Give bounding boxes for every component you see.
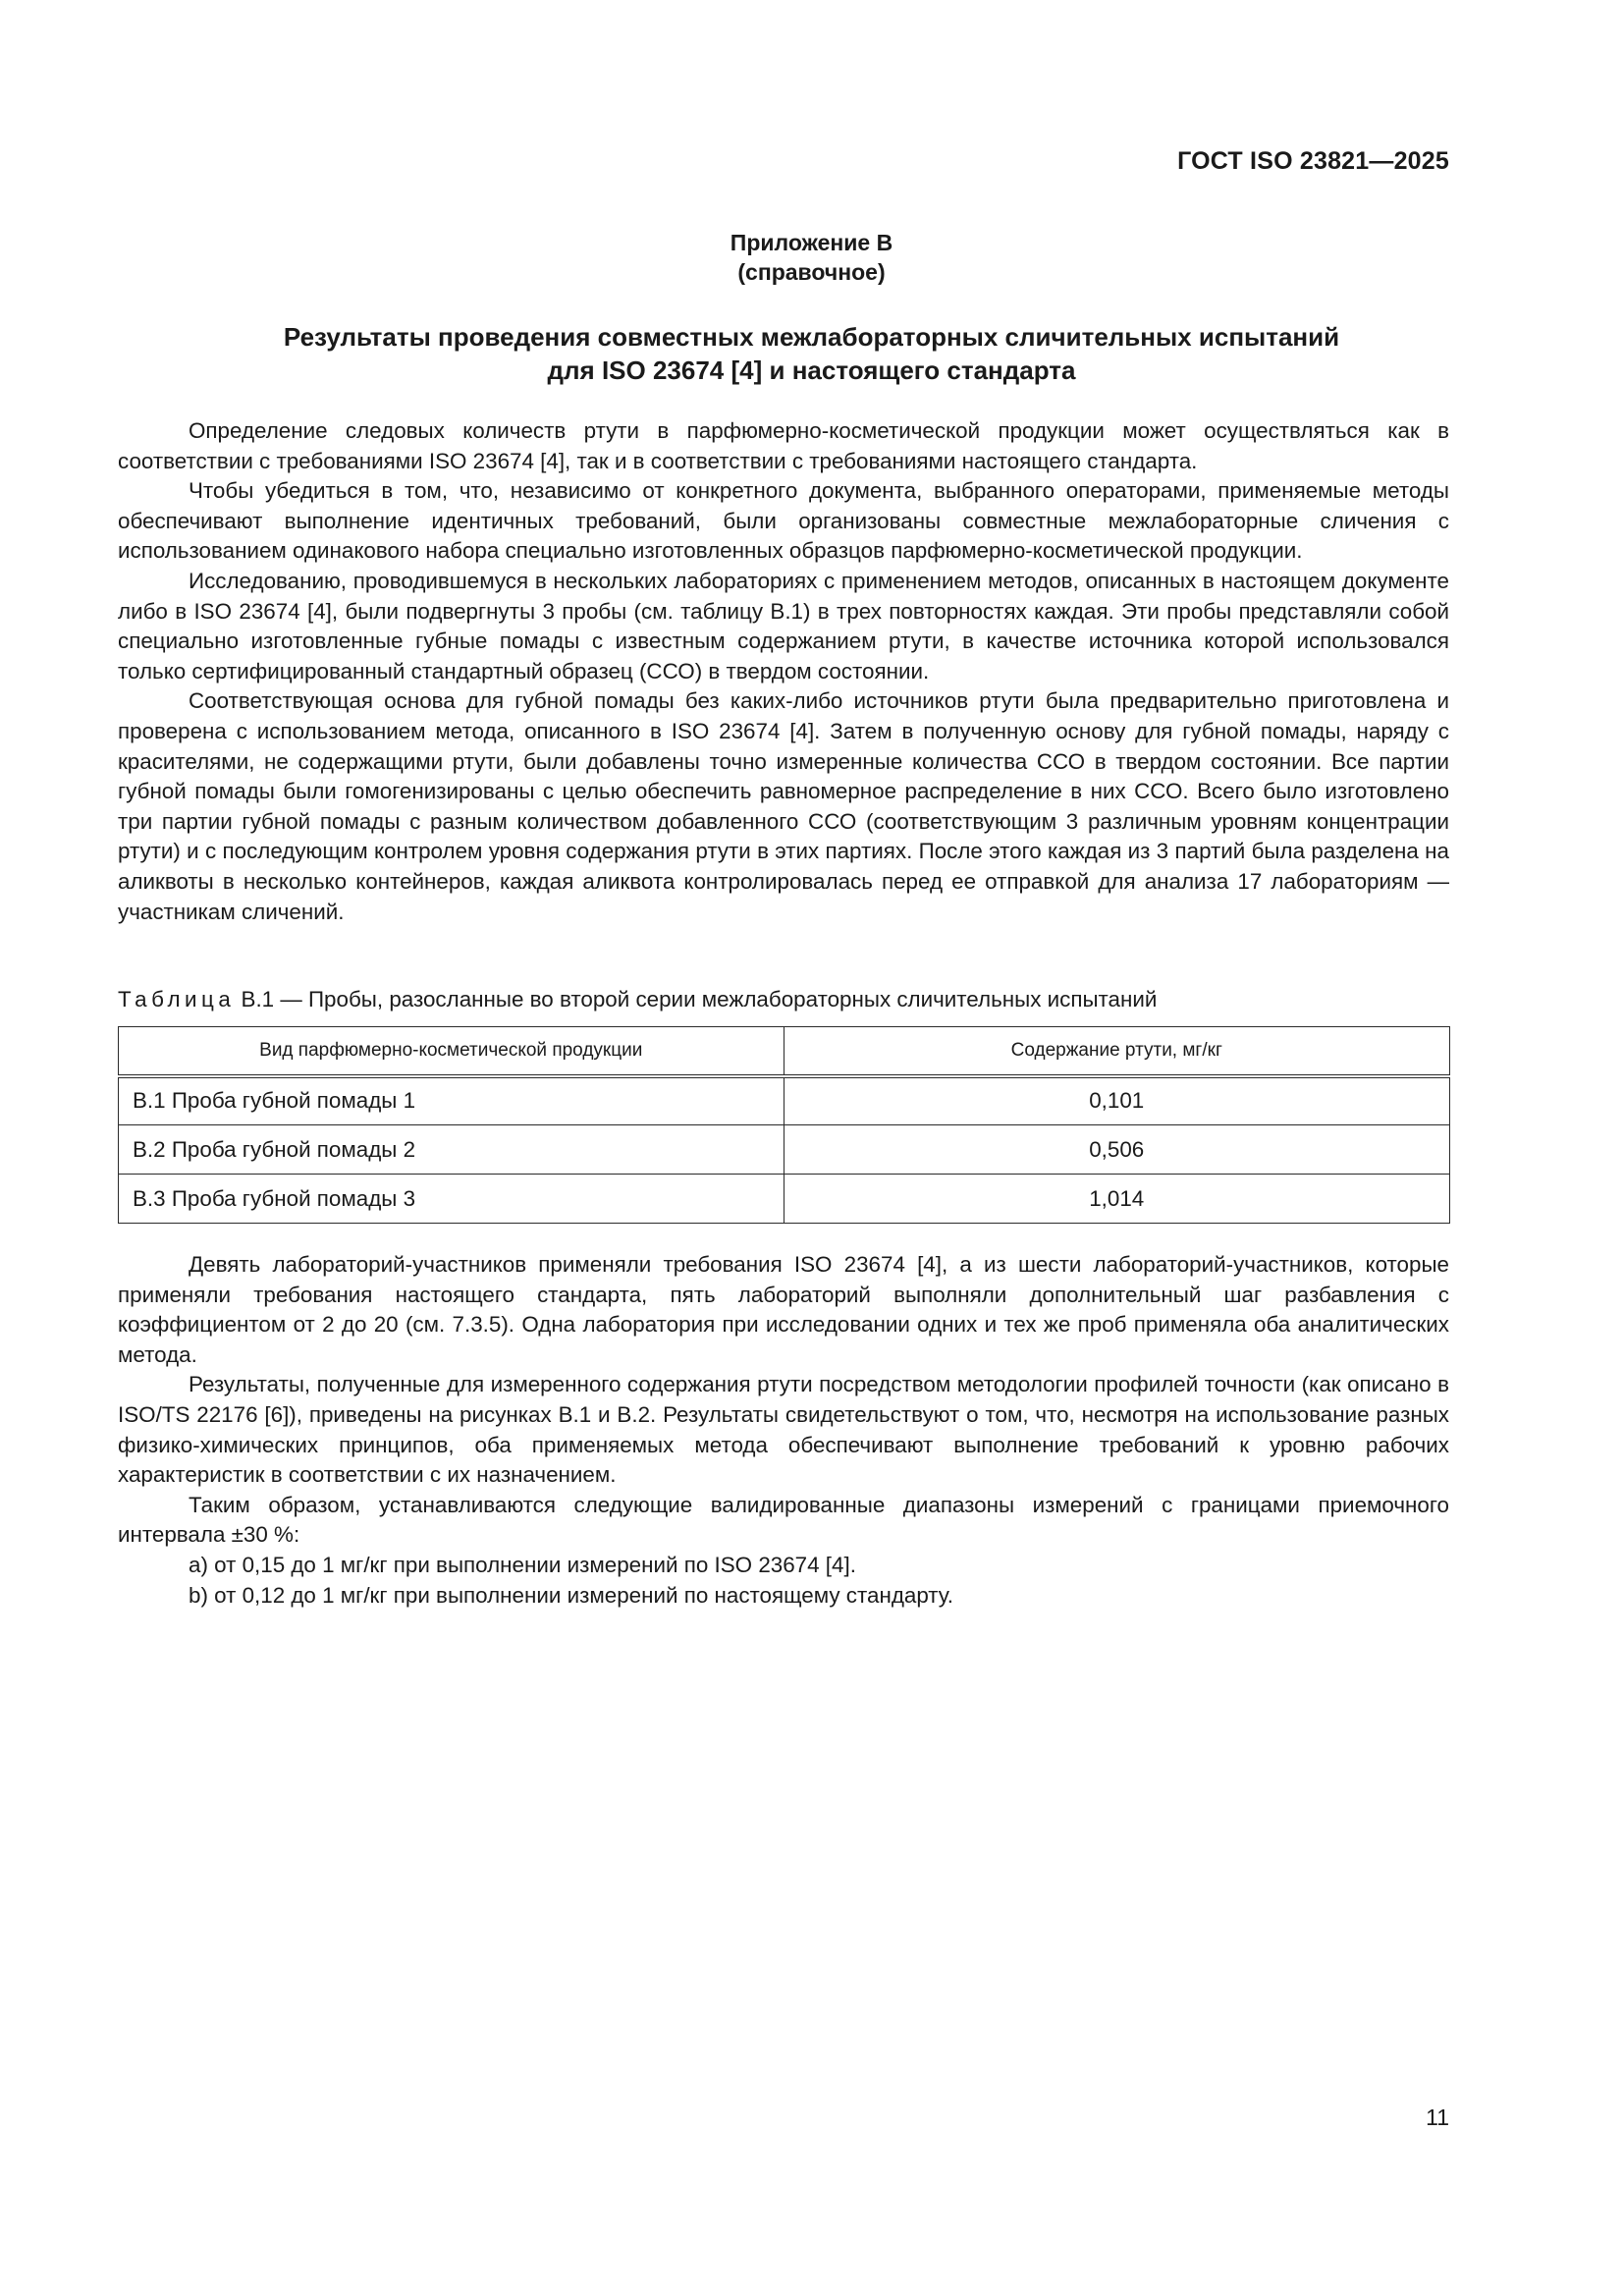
paragraph: Соответствующая основа для губной помады без каких-либо источников ртути была предварительно приготовлена и проверена с использованием метода, описанного в ISO 23674 [4]. Затем в полученную основу для губной помады, наряду с красителями, не содержащими ртути, были добавлены точно измеренные количества ССО в твердом состоянии. Все партии губной помады были гомогенизированы с целью обеспечить равномерное распределение в них ССО. Всего было изготовлено три партии губной помады с разным количеством добавленного ССО (соответствующим 3 различным уровням концентрации ртути) и с последующим контролем уровня содержания ртути в этих партиях. После этого каждая из 3 партий была разделена на аликвоты в несколько контейнеров, каждая аликвота контролировалась перед ее отправкой для анализа 17 лабораториям — участникам сличений. <box>118 688 1449 924</box>
list-item: a) от 0,15 до 1 мг/кг при выполнении измерений по ISO 23674 [4]. <box>189 1552 856 1577</box>
paragraph: Таким образом, устанавливаются следующие валидированные диапазоны измерений с границами приемочного интервала ±30 %: <box>118 1492 1449 1548</box>
paragraph: Исследованию, проводившемуся в нескольких лабораториях с применением методов, описанных в настоящем документе либо в ISO 23674 [4], были подвергнуты 3 пробы (см. таблицу В.1) в трех повторностях каждая. Эти пробы представляли собой специально изготовленные губные помады с известным содержанием ртути, в качестве источника которой использовался только сертифицированный стандартный образец (ССО) в твердом состоянии. <box>118 568 1449 683</box>
annex-title-line-1: Результаты проведения совместных межлабораторных сличительных испытаний <box>283 322 1340 352</box>
table-caption <box>118 985 1157 1014</box>
column-header-product: Вид парфюмерно-косметической продукции <box>119 1027 784 1076</box>
page-number: 11 <box>1426 2105 1449 2130</box>
table-caption-prefix: Таблица <box>118 987 236 1011</box>
body-text-before-table <box>118 416 1449 927</box>
cell-mercury-content: 0,101 <box>784 1076 1450 1125</box>
list-item: b) от 0,12 до 1 мг/кг при выполнении измерений по настоящему стандарту. <box>189 1582 953 1608</box>
cell-product: В.2 Проба губной помады 2 <box>119 1125 784 1175</box>
table-row <box>119 1175 1450 1224</box>
cell-mercury-content: 1,014 <box>784 1175 1450 1224</box>
paragraph: Определение следовых количеств ртути в парфюмерно-косметической продукции может осуществляться как в соответствии с требованиями ISO 23674 [4], так и в соответствии с требованиями настоящего стандарта. <box>118 418 1449 473</box>
column-header-mercury-content: Содержание ртути, мг/кг <box>784 1027 1450 1076</box>
table-row <box>119 1076 1450 1125</box>
cell-product: В.3 Проба губной помады 3 <box>119 1175 784 1224</box>
annex-type: (справочное) <box>737 259 886 285</box>
annex-label: Приложение В <box>730 230 893 255</box>
table-row <box>119 1125 1450 1175</box>
annex-title <box>0 320 1623 387</box>
paragraph: Девять лабораторий-участников применяли требования ISO 23674 [4], а из шести лабораторий-участников, которые применяли требования настоящего стандарта, пять лабораторий выполняли дополнительный шаг разбавления с коэффициентом от 2 до 20 (см. 7.3.5). Одна лаборатория при исследовании одних и тех же проб применяла оба аналитических метода. <box>118 1252 1449 1367</box>
paragraph: Чтобы убедиться в том, что, независимо от конкретного документа, выбранного операторами, применяемые методы обеспечивают выполнение идентичных требований, были организованы совместные межлабораторные сличения с использованием одинакового набора специально изготовленных образцов парфюмерно-косметической продукции. <box>118 478 1449 564</box>
table-caption-text: В.1 — Пробы, разосланные во второй серии межлабораторных сличительных испытаний <box>235 987 1158 1011</box>
annex-title-line-2: для ISO 23674 [4] и настоящего стандарта <box>547 355 1076 385</box>
body-text-after-table <box>118 1250 1449 1611</box>
samples-table <box>118 1026 1450 1224</box>
table-header-row <box>119 1027 1450 1076</box>
document-id-header: ГОСТ ISO 23821—2025 <box>1177 147 1449 175</box>
paragraph: Результаты, полученные для измеренного содержания ртути посредством методологии профилей точности (как описано в ISO/TS 22176 [6]), приведены на рисунках В.1 и В.2. Результаты свидетельствуют о том, что, несмотря на использование разных физико-химических принципов, оба применяемых метода обеспечивают выполнение требований к уровню рабочих характеристик в соответствии с их назначением. <box>118 1372 1449 1488</box>
annex-heading <box>0 228 1623 287</box>
cell-product: В.1 Проба губной помады 1 <box>119 1076 784 1125</box>
cell-mercury-content: 0,506 <box>784 1125 1450 1175</box>
